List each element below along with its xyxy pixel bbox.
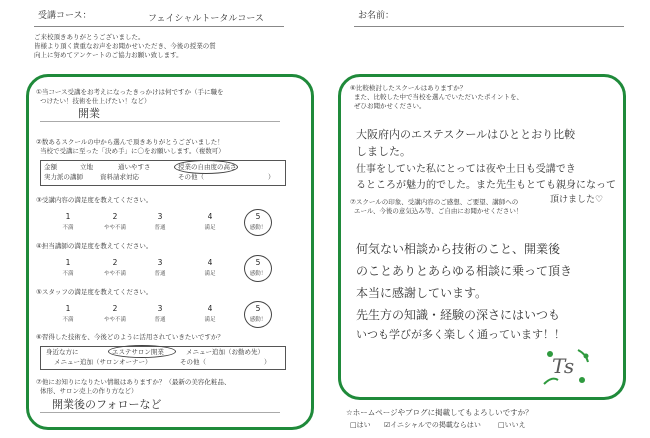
q6-option-other[interactable]: その他（ [180, 358, 206, 366]
q7-answer-line [40, 412, 280, 413]
q9-answer-3: 本当に感謝しています。 [356, 286, 488, 300]
q3-text: ③受講内容の満足度を教えてください。 [36, 196, 153, 204]
q1-answer-line [40, 121, 280, 122]
q6-option-menu-owner[interactable]: メニュー追加（サロンオーナー） [54, 358, 152, 366]
q3-label-2: やや不満 [103, 225, 126, 231]
q9-answer-4: 先生方の知識・経験の深さにはいつも [356, 308, 561, 322]
q8-answer-4: るところが魅力的でした。また先生もとても親身になって [356, 180, 616, 191]
q8-text-2: また、比較した中で当校を選んでいただいたポイントを、 [354, 93, 523, 101]
name-label: お名前： [358, 11, 395, 21]
q2-text-2: 当校で受講に至った「決め手」に〇をお願いします。（複数可） [40, 147, 225, 155]
intro-line-3: 向上に努めてアンケートのご協力お願い致します。 [34, 51, 183, 59]
q4-scale-3[interactable]: 3 [157, 258, 163, 267]
q2-option-flexibility[interactable]: 授業の自由度の高さ [178, 163, 237, 171]
q8-text-3: ぜひお聞かせください。 [354, 102, 426, 110]
q4-scale [40, 258, 280, 280]
q3-label-4: 満足 [204, 225, 216, 231]
q4-label-5: 感動！ [249, 271, 267, 277]
q8-answer-5: 頂けました♡ [550, 195, 604, 205]
q6-text: ⑥習得した技術を、今後どのように活用されていきたいですか？ [36, 333, 224, 341]
q5-scale-4[interactable]: 4 [207, 304, 213, 313]
q2-option-price[interactable]: 金額 [44, 163, 57, 171]
q6-circle-open-salon [108, 345, 176, 358]
q2-option-access[interactable]: 通いやすさ [118, 163, 151, 171]
q9-text-2: エール、今後の意気込み等、ご自由にお聞かせください！ [354, 207, 523, 215]
publish-question: ☆ホームページやブログに掲載してもよろしいですか？ [346, 408, 533, 417]
q5-scale [40, 304, 280, 326]
q9-answer-1: 何気ない相談から技術のこと、開業後 [356, 242, 561, 256]
q3-scale [40, 212, 280, 234]
q3-scale-3[interactable]: 3 [157, 212, 163, 221]
intro-line-2: 皆様より頂く貴重なお声をお聞かせいただき、今後の授業の質 [34, 42, 216, 50]
q5-label-5: 感動！ [249, 317, 267, 323]
q2-circle-flexibility [174, 160, 238, 174]
signature-mark [538, 346, 594, 390]
q4-label-3: 普通 [154, 271, 166, 277]
q7-answer: 開業後のフォローなど [52, 398, 162, 411]
q1-text-1: ①当コース受講をお考えになったきっかけは何ですか（手に職を [36, 88, 224, 96]
intro-line-1: ご来校頂きありがとうございました。 [34, 33, 145, 41]
q5-selected-circle [244, 301, 272, 328]
q5-scale-1[interactable]: 1 [65, 304, 71, 313]
q4-label-4: 満足 [204, 271, 216, 277]
q1-answer: 開業 [78, 107, 100, 120]
q4-scale-5[interactable]: 5 [255, 258, 261, 267]
q3-scale-2[interactable]: 2 [112, 212, 118, 221]
q3-selected-circle [244, 209, 272, 236]
q3-label-5: 感動！ [249, 225, 267, 231]
q4-label-2: やや不満 [103, 271, 126, 277]
q5-scale-5[interactable]: 5 [255, 304, 261, 313]
publish-option-yes[interactable]: □はい [350, 421, 371, 429]
q4-selected-circle [244, 255, 272, 282]
q4-text: ④担当講師の満足度を教えてください。 [36, 242, 153, 250]
q5-label-3: 普通 [154, 317, 166, 323]
publish-option-no[interactable]: □いいえ [498, 421, 526, 429]
q6-option-close-ones[interactable]: 身近な方に [46, 348, 79, 356]
q8-answer-3: 仕事をしていた私にとっては夜や土日も受講でき [356, 164, 576, 175]
q5-scale-2[interactable]: 2 [112, 304, 118, 313]
q8-answer-2: しました。 [356, 145, 411, 158]
q5-scale-3[interactable]: 3 [157, 304, 163, 313]
q2-option-other[interactable]: その他（ [178, 173, 204, 181]
q6-option-other-close: ） [264, 358, 271, 366]
q9-text-1: ⑦スクールの印象、受講内容のご感想、ご要望、講師への [350, 198, 519, 206]
q4-scale-1[interactable]: 1 [65, 258, 71, 267]
q2-option-instructor[interactable]: 実力派の講師 [44, 173, 83, 181]
q7-text-2: 体形、サロン売上の作り方など） [40, 387, 138, 395]
q6-option-open-salon[interactable]: エステサロン開業 [112, 348, 164, 356]
q1-text-2: つけたい！技術を仕上げたい！など） [40, 97, 151, 105]
q3-label-3: 普通 [154, 225, 166, 231]
publish-option-initials[interactable]: ☑イニシャルでの掲載ならはい [384, 421, 481, 429]
q3-label-1: 不満 [62, 225, 74, 231]
q8-answer-1: 大阪府内のエステスクールはひととおり比較 [356, 128, 576, 141]
left-panel [26, 74, 314, 430]
q2-text-1: ②数あるスクールの中から選んで頂きありがとうございました！ [36, 138, 224, 146]
course-underline [34, 26, 284, 27]
q2-option-materials[interactable]: 資料請求対応 [100, 173, 139, 181]
q8-text-1: ⑥比較検討したスクールはありますか？ [350, 84, 467, 92]
q9-answer-2: のことありとあらゆる相談に乗って頂き [356, 264, 573, 278]
q9-answer-5: いつも学びが多く楽しく通っています！！ [356, 328, 565, 341]
q2-option-location[interactable]: 立地 [80, 163, 93, 171]
q5-text: ⑤スタッフの満足度を教えてください。 [36, 288, 153, 296]
q5-label-1: 不満 [62, 317, 74, 323]
q4-scale-4[interactable]: 4 [207, 258, 213, 267]
course-label: 受講コース： [38, 11, 92, 21]
q5-label-2: やや不満 [103, 317, 126, 323]
name-underline [354, 26, 624, 27]
course-value: フェイシャルトータルコース [148, 14, 264, 24]
q4-scale-2[interactable]: 2 [112, 258, 118, 267]
q3-scale-4[interactable]: 4 [207, 212, 213, 221]
q3-scale-1[interactable]: 1 [65, 212, 71, 221]
q4-label-1: 不満 [62, 271, 74, 277]
q2-option-other-close: ） [268, 173, 275, 181]
q7-text-1: ⑦他にお知りになりたい情報はありますか？（最新の美容化粧品、 [36, 378, 231, 386]
signature-initials: Ts [552, 354, 575, 378]
q3-scale-5[interactable]: 5 [255, 212, 261, 221]
q6-option-menu-employer[interactable]: メニュー追加（お勤め先） [186, 348, 264, 356]
q5-label-4: 満足 [204, 317, 216, 323]
